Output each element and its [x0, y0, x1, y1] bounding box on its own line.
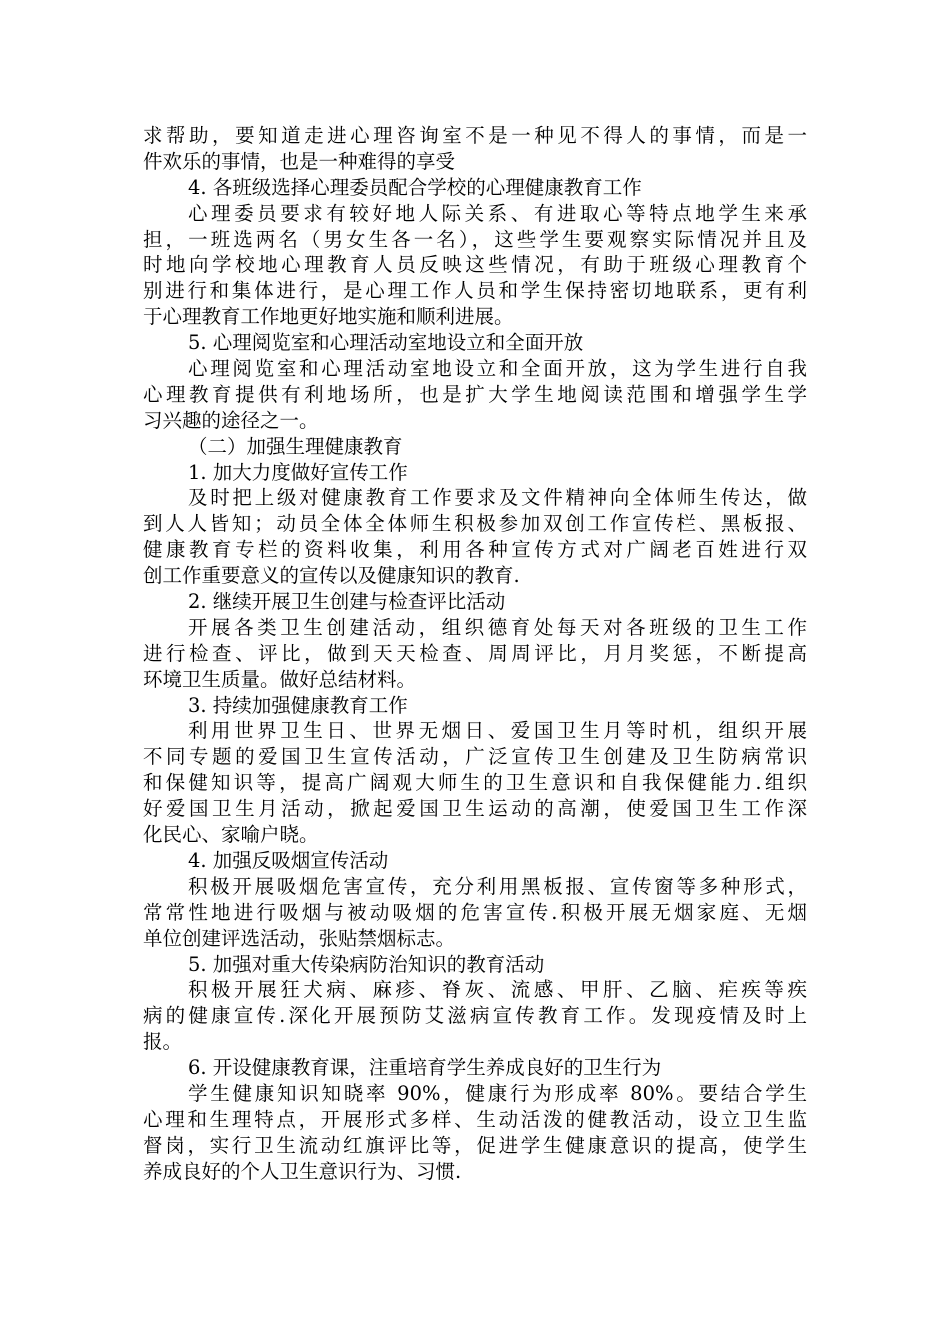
text-line: 6. 开设健康教育课，注重培育学生养成良好的卫生行为 [188, 1056, 662, 1080]
text-line: 心理委员要求有较好地人际关系、有进取心等特点地学生来承 [188, 201, 807, 225]
document-body [143, 123, 807, 1185]
text-line: 化民心、家喻户晓。 [143, 823, 319, 847]
text-line: 常常性地进行吸烟与被动吸烟的危害宣传.积极开展无烟家庭、无烟 [143, 900, 807, 924]
text-line: 积极开展狂犬病、麻疹、脊灰、流感、甲肝、乙脑、疟疾等疾 [188, 978, 807, 1002]
text-line: 单位创建评选活动，张贴禁烟标志。 [143, 926, 456, 950]
text-line: 4. 各班级选择心理委员配合学校的心理健康教育工作 [188, 175, 642, 199]
text-line: 创工作重要意义的宣传以及健康知识的教育. [143, 564, 520, 588]
text-line: 5. 心理阅览室和心理活动室地设立和全面开放 [188, 331, 584, 355]
text-line: 3. 持续加强健康教育工作 [188, 693, 408, 717]
text-line: 求帮助，要知道走进心理咨询室不是一种见不得人的事情，而是一 [143, 124, 807, 147]
text-line: 开展各类卫生创建活动，组织德育处每天对各班级的卫生工作 [188, 615, 807, 639]
text-line: 到人人皆知；动员全体全体师生积极参加双创工作宣传栏、黑板报、 [143, 512, 807, 536]
text-line: 督岗，实行卫生流动红旗评比等，促进学生健康意识的提高，使学生 [143, 1133, 807, 1157]
text-line: 心理和生理特点，开展形式多样、生动活泼的健教活动，设立卫生监 [143, 1107, 807, 1131]
text-line: 5. 加强对重大传染病防治知识的教育活动 [188, 952, 545, 976]
text-line: 报。 [143, 1030, 183, 1054]
text-line: 件欢乐的事情，也是一种难得的享受 [143, 149, 456, 173]
text-line: 学生健康知识知晓率 90%，健康行为形成率 80%。要结合学生 [188, 1081, 807, 1105]
text-line: 不同专题的爱国卫生宣传活动，广泛宣传卫生创建及卫生防病常识 [143, 745, 807, 769]
text-line: 及时把上级对健康教育工作要求及文件精神向全体师生传达，做 [188, 486, 807, 510]
text-line: 积极开展吸烟危害宣传，充分利用黑板报、宣传窗等多种形式， [188, 874, 807, 898]
text-line: 习兴趣的途径之一。 [143, 408, 319, 432]
text-line: （二）加强生理健康教育 [188, 434, 403, 458]
text-line: 心理教育提供有利地场所，也是扩大学生地阅读范围和增强学生学 [143, 382, 807, 406]
text-line: 利用世界卫生日、世界无烟日、爱国卫生月等时机，组织开展 [188, 719, 807, 743]
text-line: 时地向学校地心理教育人员反映这些情况，有助于班级心理教育个 [143, 253, 807, 277]
text-line: 别进行和集体进行，是心理工作人员和学生保持密切地联系，更有利 [143, 279, 807, 303]
text-line: 担，一班选两名（男女生各一名），这些学生要观察实际情况并且及 [143, 227, 807, 251]
text-line: 进行检查、评比，做到天天检查、周周评比，月月奖惩，不断提高 [143, 641, 807, 665]
text-line: 于心理教育工作地更好地实施和顺利进展。 [143, 305, 514, 329]
text-line: 环境卫生质量。做好总结材料。 [143, 667, 417, 691]
text-line: 1. 加大力度做好宣传工作 [188, 460, 408, 484]
text-line: 病的健康宣传.深化开展预防艾滋病宣传教育工作。发现疫情及时上 [143, 1004, 807, 1028]
text-line: 4. 加强反吸烟宣传活动 [188, 848, 389, 872]
text-line: 心理阅览室和心理活动室地设立和全面开放，这为学生进行自我 [188, 357, 807, 381]
text-line: 好爱国卫生月活动，掀起爱国卫生运动的高潮，使爱国卫生工作深 [143, 797, 807, 821]
text-line: 健康教育专栏的资料收集，利用各种宣传方式对广阔老百姓进行双 [143, 538, 807, 562]
text-line: 和保健知识等，提高广阔观大师生的卫生意识和自我保健能力.组织 [143, 771, 807, 795]
text-line: 2. 继续开展卫生创建与检查评比活动 [188, 590, 506, 614]
text-line: 养成良好的个人卫生意识行为、习惯. [143, 1159, 462, 1183]
